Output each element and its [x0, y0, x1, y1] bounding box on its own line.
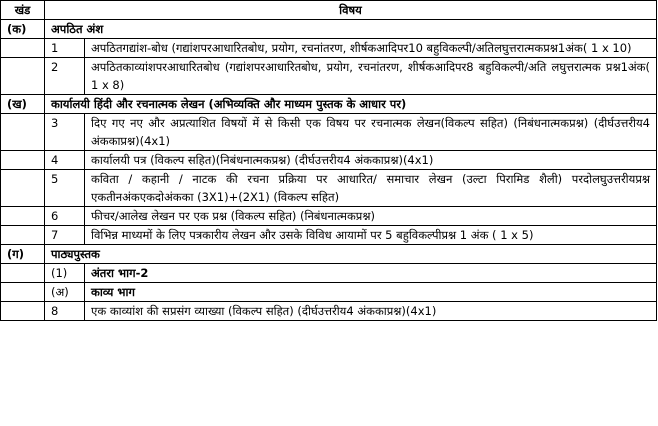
- subsection-title: अंतरा भाग-2: [85, 264, 657, 283]
- subsection-number: (1): [45, 264, 85, 283]
- section-id: (ग): [1, 245, 45, 264]
- section-row: [1, 95, 657, 114]
- section-id: (ख): [1, 95, 45, 114]
- section-row: [1, 245, 657, 264]
- item-text: दिए गए नए और अप्रत्याशित विषयों में से किसी एक विषय पर रचनात्मक लेखन(विकल्प सहित) (निबंधनात्मकप्रश्न) (दीर्घउत्तरीय4 अंककाप्रश्न)(4x1): [85, 114, 657, 151]
- item-number: 2: [45, 58, 85, 95]
- item-number: 1: [45, 39, 85, 58]
- item-text: कविता / कहानी / नाटक की रचना प्रक्रिया पर आधारित/ समाचार लेखन (उल्टा पिरामिड शैली) परदोलघुउत्तरीयप्रश्न एकतीनअंकएकदोअंकका (3X1)+(2X1) (विकल्प सहित): [85, 170, 657, 207]
- item-number: 6: [45, 207, 85, 226]
- item-number: 4: [45, 151, 85, 170]
- item-row: [1, 226, 657, 245]
- item-text: फीचर/आलेख लेखन पर एक प्रश्न (विकल्प सहित) (निबंधनात्मकप्रश्न): [85, 207, 657, 226]
- subsection-row: [1, 283, 657, 302]
- item-number: 3: [45, 114, 85, 151]
- item-row: [1, 170, 657, 207]
- item-text: कार्यालयी पत्र (विकल्प सहित)(निबंधनात्मकप्रश्न) (दीर्घउत्तरीय4 अंककाप्रश्न)(4x1): [85, 151, 657, 170]
- subsection-row: [1, 264, 657, 283]
- header-vishay: विषय: [45, 1, 657, 20]
- section-row: [1, 20, 657, 39]
- item-number: 7: [45, 226, 85, 245]
- item-text: अपठितगद्यांश-बोध (गद्यांशपरआधारितबोध, प्रयोग, रचनांतरण, शीर्षकआदिपर10 बहुविकल्पी/अतिलघुत्तरात्मकप्रश्न1अंक( 1 x 10): [85, 39, 657, 58]
- header-row: [1, 1, 657, 20]
- item-text: अपठितकाव्यांशपरआधारितबोध (गद्यांशपरआधारितबोध, प्रयोग, रचनांतरण, शीर्षकआदिपर8 बहुविकल्पी/अति लघुत्तरात्मक प्रश्न1अंक( 1 x 8): [85, 58, 657, 95]
- item-row: [1, 39, 657, 58]
- item-number: 8: [45, 302, 85, 321]
- section-title: अपठित अंश: [45, 20, 657, 39]
- header-khand: खंड: [1, 1, 45, 20]
- item-row: [1, 207, 657, 226]
- item-text: एक काव्यांश की सप्रसंग व्याख्या (विकल्प सहित) (दीर्घउत्तरीय4 अंककाप्रश्न)(4x1): [85, 302, 657, 321]
- section-title: पाठ्यपुस्तक: [45, 245, 657, 264]
- item-row: [1, 58, 657, 95]
- item-number: 5: [45, 170, 85, 207]
- item-text: विभिन्न माध्यमों के लिए पत्रकारीय लेखन और उसके विविध आयामों पर 5 बहुविकल्पीप्रश्न 1 अंक ( 1 x 5): [85, 226, 657, 245]
- subsection-title: काव्य भाग: [85, 283, 657, 302]
- subsection-number: (अ): [45, 283, 85, 302]
- item-row: [1, 302, 657, 321]
- item-row: [1, 114, 657, 151]
- section-id: (क): [1, 20, 45, 39]
- section-title: कार्यालयी हिंदी और रचनात्मक लेखन (अभिव्यक्ति और माध्यम पुस्तक के आधार पर): [45, 95, 657, 114]
- item-row: [1, 151, 657, 170]
